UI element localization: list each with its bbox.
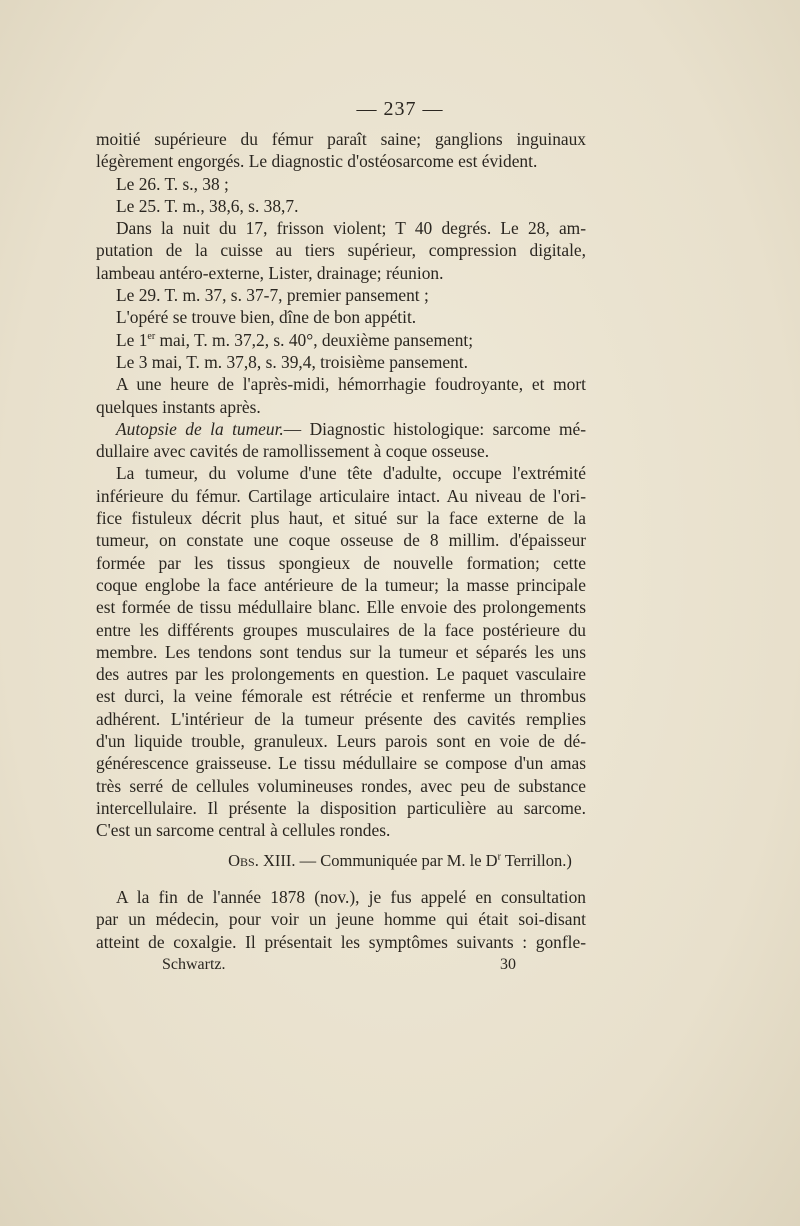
observation-source: — Communiquée par M. le D (299, 851, 498, 870)
observation-text (96, 128, 586, 842)
text-line (96, 329, 586, 351)
text-line: formée par les tissus spongieux de nouvelle formation; cette (96, 552, 586, 573)
text-line: lambeau antéro-externe, Lister, drainage; réunion. (96, 262, 444, 283)
autopsy-heading: Autopsie de la tumeur. (116, 418, 284, 439)
date-rest: T. m. 37,2, s. 40°, deuxième pansement; (194, 329, 474, 350)
text-line: L'opéré se trouve bien, dîne de bon appétit. (116, 307, 417, 328)
footer-author: Schwartz. (162, 956, 226, 973)
text-line: Dans la nuit du 17, frisson violent; T 40 degrés. Le 28, am- (116, 218, 586, 239)
text-line: A la fin de l'année 1878 (nov.), je fus appelé en consultation (116, 887, 586, 907)
text-line: des autres par les prolongements en question. Le paquet vasculaire (96, 664, 586, 685)
text-line: Le 26. T. s., 38 ; (116, 173, 229, 194)
text-line: d'un liquide trouble, granuleux. Leurs parois sont en voie de dé- (96, 731, 586, 752)
observation-xiii-text (96, 886, 586, 953)
text-line: est durci, la veine fémorale est rétrécie et renferme un thrombus (96, 686, 586, 707)
superscript: r (497, 851, 501, 863)
text-line: inférieure du fémur. Cartilage articulaire intact. Au niveau de l'ori- (96, 485, 586, 506)
date-word: mai, (159, 329, 190, 350)
observation-label: Obs. XIII. (228, 851, 296, 870)
text-line: moitié supérieure du fémur paraît saine; ganglions inguinaux (96, 129, 586, 149)
text-line: très serré de cellules volumineuses rondes, avec peu de substance (96, 775, 586, 796)
text-line: légèrement engorgés. Le diagnostic d'ostéosarcome est évident. (96, 151, 538, 172)
text-line: adhérent. L'intérieur de la tumeur présente des cavités remplies (96, 708, 586, 729)
text-line: coque englobe la face antérieure de la tumeur; la masse principale (96, 574, 586, 595)
text-line: intercellulaire. Il présente la disposition particulière au sarcome. (96, 797, 586, 818)
text-line: dullaire avec cavités de ramollissement à coque osseuse. (96, 441, 490, 462)
text-line: putation de la cuisse au tiers supérieur, compression digitale, (96, 240, 586, 261)
text-line: entre les différents groupes musculaires de la face postérieure du (96, 619, 586, 640)
superscript: er (147, 330, 156, 342)
observation-heading (0, 851, 800, 871)
observation-author: Terrillon.) (504, 851, 572, 870)
text-line: générescence graisseuse. Le tissu médullaire se compose d'un amas (96, 753, 586, 774)
text-line: par un médecin, pour voir un jeune homme qui était soi-disant (96, 909, 586, 930)
text-line (96, 418, 586, 440)
date-prefix: Le 1 (116, 329, 148, 350)
text-line: A une heure de l'après-midi, hémorrhagie foudroyante, et mort (116, 374, 586, 395)
text-line: La tumeur, du volume d'une tête d'adulte, occupe l'extrémité (116, 463, 586, 484)
page-number: — 237 — (356, 98, 444, 120)
page-footer (162, 956, 516, 974)
text-line: Le 25. T. m., 38,6, s. 38,7. (116, 195, 299, 216)
autopsy-rest: — Diagnostic histologique: sarcome mé- (283, 418, 586, 439)
footer-signature: 30 (500, 956, 516, 973)
text-line: membre. Les tendons sont tendus sur la tumeur et séparés les uns (96, 641, 586, 662)
text-line: quelques instants après. (96, 396, 261, 417)
text-line: Le 3 mai, T. m. 37,8, s. 39,4, troisième pansement. (116, 351, 468, 372)
text-line: est formée de tissu médullaire blanc. Elle envoie des prolongements (96, 597, 586, 618)
text-line: tumeur, on constate une coque osseuse de 8 millim. d'épaisseur (96, 530, 586, 551)
text-line: atteint de coxalgie. Il présentait les symptômes suivants : gonfle- (96, 931, 586, 952)
text-line: Le 29. T. m. 37, s. 37-7, premier pansement ; (116, 285, 429, 306)
text-line: C'est un sarcome central à cellules rondes. (96, 820, 391, 841)
text-line: fice fistuleux décrit plus haut, et situé sur la face externe de la (96, 508, 586, 529)
